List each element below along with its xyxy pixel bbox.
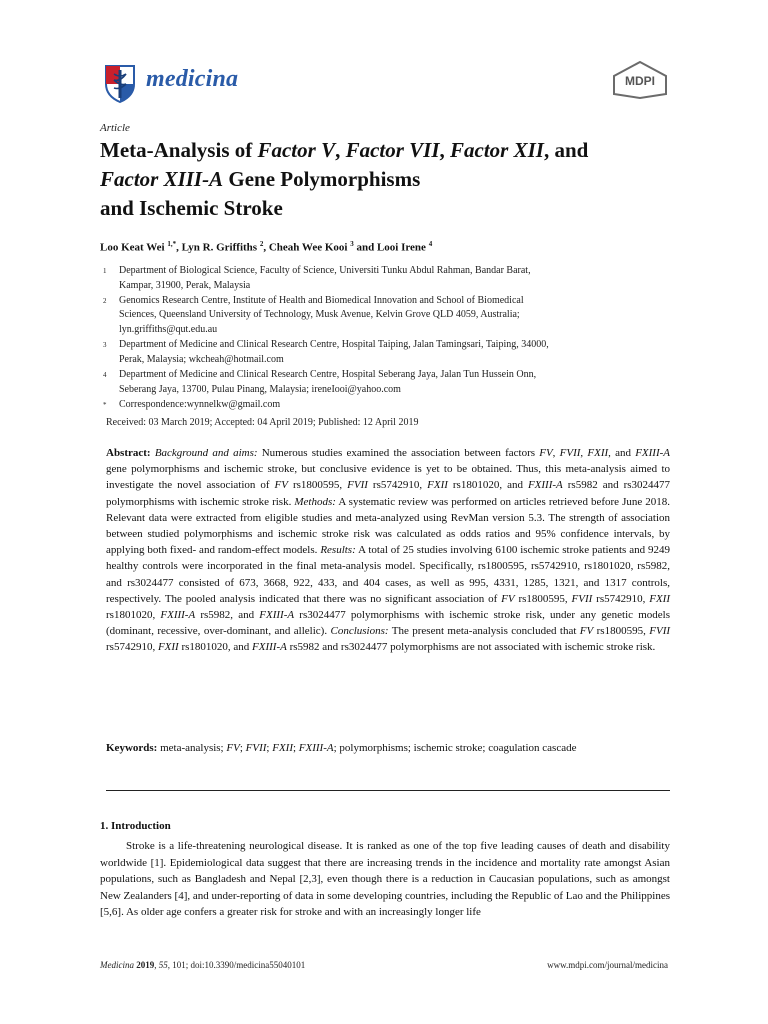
abstract-segment: FVII (559, 447, 581, 459)
citation-segment: Medicina (100, 960, 134, 970)
title-segment: , (335, 138, 346, 162)
affiliation-item (100, 338, 670, 367)
author-affiliation-marker: 3 (350, 240, 354, 248)
citation-segment: 55 (158, 960, 168, 970)
abstract-segment: FXIII-A (527, 479, 563, 492)
affiliation-number: * (103, 400, 107, 409)
mdpi-logo-text: MDPI (625, 74, 655, 88)
keywords-segment: ; polymorphisms; ischemic stroke; coagulation cascade (333, 742, 577, 754)
title-segment: Factor XIII-A (100, 167, 224, 191)
abstract-segment: Conclusions: (330, 625, 389, 638)
abstract-segment: Numerous studies examined the association between factors (257, 447, 540, 459)
abstract-segment: Methods: (294, 495, 336, 508)
abstract-segment: FVII (649, 625, 671, 638)
abstract-segment: A total of 25 studies involving 6100 ischemic stroke patients and 9249 healthy controls were incorporated in the final meta-analysis model. Specifically, rs1800595, rs5742910, rs1801020, rs5982, and rs3024477 consisted of 673, 3668, 922, 433, and 404 cases, as well as 995, 4331, 1285, 1321, and 1317 controls, respectively. The pooled analysis indicated that there was no significant association of (106, 544, 670, 605)
affiliation-number: 3 (103, 341, 107, 350)
abstract-segment: FXIII-A (259, 609, 295, 622)
title-segment: Meta-Analysis of (100, 138, 258, 162)
keywords-segment: ; (292, 742, 299, 754)
abstract-segment: rs1801020, and (178, 641, 253, 654)
abstract-segment: FV (539, 447, 553, 459)
abstract-segment: , and (608, 447, 636, 459)
affiliation-number: 4 (103, 371, 107, 379)
title-segment: and Ischemic Stroke (100, 196, 283, 220)
keywords-segment: ; (239, 742, 246, 754)
title-segment: , (439, 138, 451, 162)
keywords-segment: ; (266, 742, 273, 754)
abstract-segment: rs5742910, (106, 641, 158, 654)
citation-segment: , 101; doi:10.3390/medicina55040101 (167, 960, 306, 970)
affiliation-item (100, 398, 670, 413)
abstract-segment: rs1800595, (514, 592, 572, 605)
abstract-segment: FXIII-A (635, 447, 670, 459)
keywords-segment: FXIII-A (298, 742, 334, 754)
keywords (106, 740, 670, 756)
abstract-segment: , (552, 447, 560, 459)
abstract-segment: FV (579, 625, 594, 638)
title-segment: , and (543, 138, 589, 162)
citation-segment: , (154, 960, 159, 970)
abstract-segment: A systematic review was performed on articles retrieved before June 2018. Relevant data were extracted from eligible studies and meta-analyzed using RevMan version 5.3. The strength of association between studied polymorphisms and ischemic stroke risk was calculated as odds ratios and 95% confidence intervals, by applying both fixed- and random-effect models. (106, 495, 671, 557)
affiliation-text: Correspondence:wynnelkw@gmail.com (119, 398, 281, 410)
journal-name: medicina (146, 66, 239, 92)
author-affiliation-marker: 4 (428, 240, 433, 248)
affiliation-item (100, 368, 670, 397)
article-type: Article (100, 122, 130, 134)
affiliation-number: 2 (103, 296, 107, 305)
abstract-segment: rs3024477 polymorphisms with ischemic stroke risk, under any genetic models (dominant, recessive, over-dominant, and allelic). (106, 609, 671, 638)
citation-footer (100, 960, 305, 970)
citation-segment: 2019 (136, 960, 155, 970)
journal-header (100, 60, 670, 104)
abstract-segment: Abstract: (106, 447, 155, 459)
abstract-segment: The present meta-analysis concluded that (388, 625, 580, 638)
section-heading: 1. Introduction (100, 820, 171, 832)
abstract-segment: FXIII-A (160, 609, 196, 622)
abstract-segment: rs1800595, (593, 625, 650, 638)
affiliation-item (100, 264, 670, 293)
abstract (106, 445, 670, 656)
abstract-segment: rs5982 and rs3024477 polymorphisms with ischemic stroke risk. (106, 479, 671, 508)
abstract-segment: FVII (347, 479, 368, 492)
abstract-segment: FVII (571, 592, 593, 605)
abstract-segment: rs1800595, (287, 479, 348, 492)
abstract-segment: FXII (587, 447, 609, 459)
title-segment: Factor V (257, 138, 336, 162)
title-segment: Factor VII (345, 138, 440, 162)
abstract-segment: FXII (649, 592, 670, 605)
journal-url[interactable]: www.mdpi.com/journal/medicina (547, 960, 668, 970)
abstract-segment: rs1801020, and (447, 479, 528, 492)
article-title (100, 136, 680, 223)
affiliation-item (100, 294, 670, 338)
abstract-segment: rs1801020, (106, 609, 161, 622)
affiliation-text: Department of Medicine and Clinical Research Centre, Hospital Seberang Jaya, Jalan Tun Hussein Onn, Seberang Jaya, 13700, Pulau Pinang, Malaysia; ireneIooi@yahoo.com (119, 369, 537, 395)
medical-crest-icon (100, 62, 140, 104)
section-divider (106, 790, 670, 791)
keywords-segment: FVII (245, 742, 267, 754)
keywords-segment: FV (226, 742, 240, 754)
author-affiliation-marker: 1,* (167, 240, 177, 248)
abstract-segment: rs5982, and (195, 609, 260, 622)
affiliation-number: 1 (103, 267, 107, 275)
abstract-segment: FXII (157, 641, 179, 654)
affiliation-text: Department of Biological Science, Faculty of Science, Universiti Tunku Abdul Rahman, Bandar Barat, Kampar, 31900, Perak, Malaysia (119, 265, 531, 291)
abstract-segment: rs5742910, (592, 592, 650, 605)
abstract-segment: Background and aims: (154, 447, 258, 459)
author-affiliation-marker: 2 (259, 240, 264, 248)
abstract-segment: rs5982 and rs3024477 polymorphisms are not associated with ischemic stroke risk. (286, 641, 656, 654)
abstract-segment: FV (501, 592, 515, 605)
mdpi-logo-icon (610, 60, 670, 100)
affiliation-text: Genomics Research Centre, Institute of Health and Biomedical Innovation and School of Biomedical Sciences, Queensland University of Technology, Musk Avenue, Kelvin Grove QLD 4059, Australia; lyn.griffiths@qut.edu.au (119, 294, 524, 335)
author-list: Loo Keat Wei $^{1,*}$, Lyn R. Griffiths $^2$, Cheah Wee Kooi $^3$ and Looi Irene $^4$ (100, 240, 433, 254)
publication-dates: Received: 03 March 2019; Accepted: 04 April 2019; Published: 12 April 2019 (106, 417, 419, 428)
keywords-segment: FXII (272, 742, 293, 754)
title-segment: Factor XII (450, 138, 544, 162)
abstract-segment: FV (274, 479, 288, 492)
abstract-segment: gene polymorphisms and ischemic stroke, but conclusive evidence is yet to be obtained. Thus, this meta-analysis aimed to investigate the novel association of (106, 463, 670, 492)
keywords-segment: Keywords: (106, 742, 161, 754)
keywords-segment: meta-analysis; (160, 742, 227, 754)
title-segment: Gene Polymorphisms (223, 167, 421, 191)
abstract-segment: Results: (320, 544, 356, 557)
abstract-segment: FXII (427, 479, 448, 492)
abstract-segment: rs5742910, (367, 479, 428, 492)
introduction-paragraph: Stroke is a life-threatening neurological disease. It is ranked as one of the top five leading causes of death and disability worldwide [1]. Epidemiological data suggest that there are increasing trends in the incidence and mortality rate amongst Asian populations, such as Bangladesh and Nepal [2,3], even though there is a reduction in Caucasian populations, such as amongst New Zealanders [4], and under-reporting of data in some developing countries, including the Republic of Lao and the Philippines [5,6]. As older age confers a greater risk for stroke and with an increasingly longer life (100, 840, 670, 919)
abstract-segment: FXIII-A (252, 641, 287, 654)
abstract-segment: , (580, 447, 588, 459)
affiliation-text: Department of Medicine and Clinical Research Centre, Hospital Taiping, Jalan Tamingsari, Taiping, 34000, Perak, Malaysia; wkcheah@hotmail.com (119, 339, 549, 365)
